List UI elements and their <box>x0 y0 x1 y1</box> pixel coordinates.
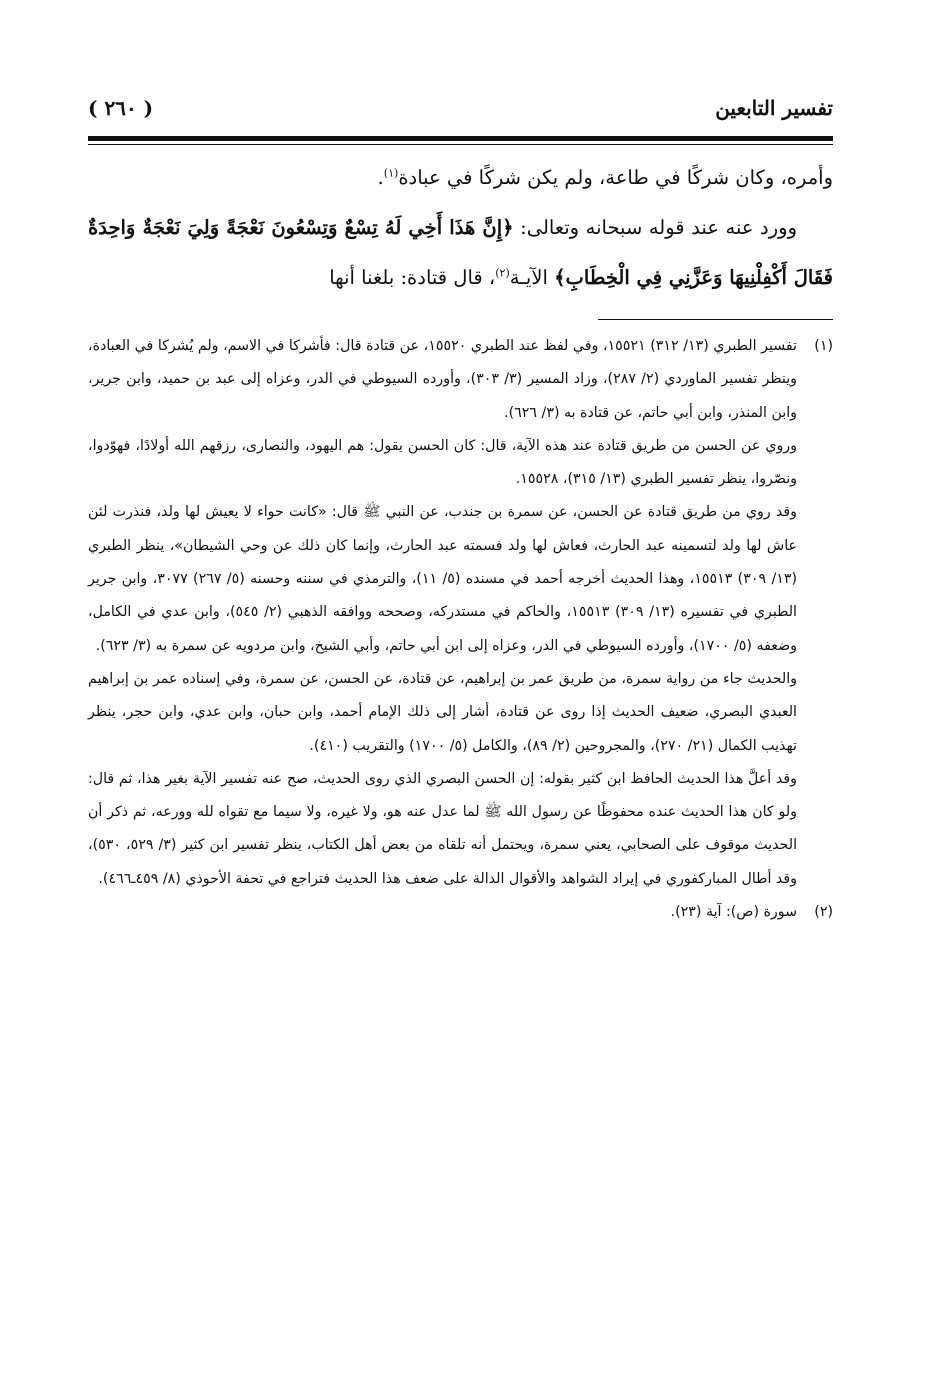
paragraph-1-end: . <box>377 166 384 189</box>
page-number: ( ٢٦٠ ) <box>88 96 154 120</box>
paragraph-2-rest: ، قال قتادة: بلغنا أنها <box>329 266 496 289</box>
footnote-2-number: (٢) <box>814 904 833 921</box>
paragraph-1 <box>88 153 833 203</box>
paragraph-2-ayah: الآيـة <box>509 266 555 289</box>
footnote-1-paragraph-4: والحديث جاء من رواية سمرة، من طريق عمر بن إبراهيم، عن قتادة، عن الحسن، عن سمرة، وفي إسناده عمر بن إبراهيم العبدي البصري، ضعيف الحديث إذا روى عن قتادة، أشار إلى ذلك الإمام أحمد، وابن حبان، وابن عدي، وابن حجر، ينظر تهذيب الكمال (٢١/ ٢٧٠)، والمجروحين (٢/ ٨٩)، والكامل (٥/ ١٧٠٠) والتقريب (٤١٠). <box>88 670 797 754</box>
footnote-2-text: سورة (ص): آية (٢٣). <box>670 904 797 921</box>
running-title: تفسير التابعين <box>715 96 833 120</box>
footnote-1-number: (١) <box>814 338 834 354</box>
quran-verse: ﴿إِنَّ هَذَا أَخِي لَهُ تِسْعٌ وَتِسْعُونَ نَعْجَةً وَلِيَ نَعْجَةٌ وَاحِدَةٌ فَقَالَ أَكْفِلْنِيهَا وَعَزَّنِي فِي الْخِطَابِ﴾ <box>88 216 833 289</box>
header-rule-thick <box>88 136 833 141</box>
paragraph-1-text: وأمره، وكان شركًا في طاعة، ولم يكن شركًا في عبادة <box>398 166 833 189</box>
footnote-1-text: تفسير الطبري (١٣/ ٣١٢) ١٥٥٢١، وفي لفظ عند الطبري ١٥٥٢٠، عن قتادة قال: فأشركا في الاسم، ولم يُشركا في العبادة، وينظر تفسير الماوردي (٢/ ٢٨٧)، وزاد المسير (٣/ ٣٠٣)، وأورده السيوطي في الدر، وعزاه إلى عبد بن حميد، وابن جرير، وابن المنذر، وابن أبي حاتم، عن قتادة به (٣/ ٦٢٦). <box>88 338 798 421</box>
footnote-ref-2[interactable]: (٢) <box>495 266 510 280</box>
paragraph-2 <box>88 203 833 303</box>
footnote-1-paragraph-5: وقد أعلَّ هذا الحديث الحافظ ابن كثير بقوله: إن الحسن البصري الذي روى الحديث، صح عنه تفسير الآية بغير هذا، ثم قال: ولو كان هذا الحديث عنده محفوظًا عن رسول الله ﷺ لما عدل عنه هو، ولا غيره، ولا سيما مع تقواه لله وورعه، ثم ذكر أن الحديث موقوف على الصحابي، يعني سمرة، ويحتمل أنه تلقاه من بعض أهل الكتاب، ينظر تفسير ابن كثير (٣/ ٥٢٩، ٥٣٠)، وقد أطال المباركفوري في إيراد الشواهد والأقوال الدالة على ضعف هذا الحديث فتراجع في تحفة الأحوذي (٨/ ٤٥٩ـ٤٦٦). <box>88 770 798 887</box>
footnote-1-paragraph-2: وروي عن الحسن من طريق قتادة عند هذه الآية، قال: كان الحسن يقول: هم اليهود، والنصارى، رزقهم الله أولادًا، فهوّدوا، ونصّروا، ينظر تفسير الطبري (١٣/ ٣١٥)، ١٥٥٢٨. <box>88 437 797 488</box>
footnote-separator <box>598 319 833 320</box>
footnotes <box>88 330 833 929</box>
main-text <box>88 153 833 303</box>
paragraph-2-intro: وورد عنه عند قوله سبحانه وتعالى: <box>513 216 797 239</box>
page <box>88 92 833 929</box>
footnote-2 <box>88 896 833 929</box>
footnote-1 <box>88 330 833 430</box>
footnote-1-paragraph-3: وقد روي من طريق قتادة عن الحسن، عن سمرة بن جندب، عن النبي ﷺ قال: «كانت حواء لا يعيش لها ولد، فنذرت لئن عاش لها ولد لتسمينه عبد الحارث، فعاش لها ولد فسمته عبد الحارث، وإنما كان ذلك عن وحي الشيطان»، ينظر الطبري (١٣/ ٣٠٩) ١٥٥١٣، وهذا الحديث أخرجه أحمد في مسنده (٥/ ١١)، والترمذي في سننه وحسنه (٥/ ٢٦٧) ٣٠٧٧، وابن جرير الطبري في تفسيره (١٣/ ٣٠٩) ١٥٥١٣، والحاكم في مستدركه، وصححه ووافقه الذهبي (٢/ ٥٤٥)، وابن عدي في الكامل، وضعفه (٥/ ١٧٠٠)، وأورده السيوطي في الدر، وعزاه إلى ابن أبي حاتم، وأبي الشيخ، وابن مردويه عن سمرة به (٣/ ٦٢٣). <box>88 504 798 654</box>
header-rule-thin <box>88 144 833 145</box>
footnote-ref-1[interactable]: (١) <box>383 166 399 180</box>
page-header <box>88 92 833 136</box>
